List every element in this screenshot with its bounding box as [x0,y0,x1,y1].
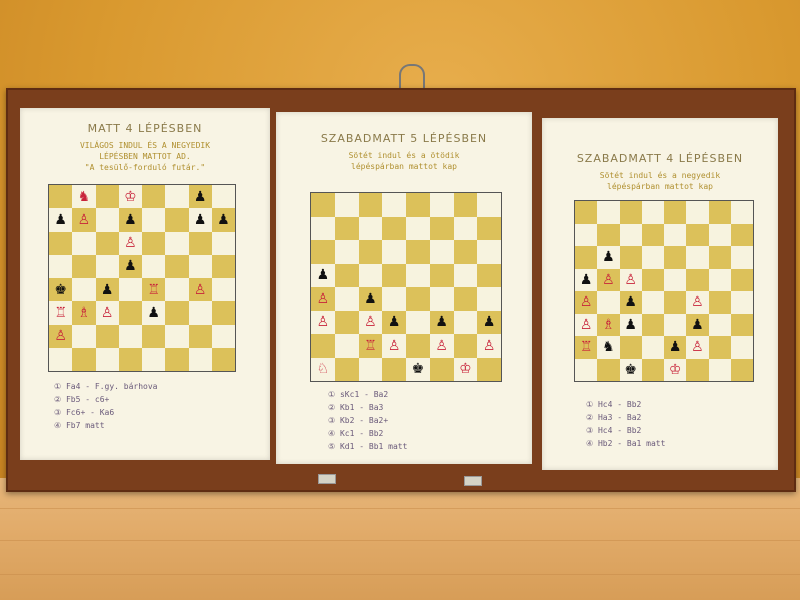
board-square [575,314,597,337]
chess-piece-b8: ♞ [77,188,91,205]
board-square [72,348,95,371]
board-square [359,358,383,382]
board-square [430,311,454,335]
board-square [597,314,619,337]
board-square [620,201,642,224]
chess-piece-a3: ♙ [316,314,330,331]
panel-subtitle-line: VILÁGOS INDUL ÉS A NEGYEDIK [79,141,211,150]
board-square [686,269,708,292]
board-square [430,334,454,358]
board-square [477,311,501,335]
board-square [359,217,383,241]
board-square [709,291,731,314]
chess-piece-g4: ♙ [193,281,207,298]
board-square [311,334,335,358]
board-square [454,358,478,382]
board-square [311,217,335,241]
board-square [454,334,478,358]
board-square [189,325,212,348]
board-square [359,311,383,335]
move-line: ② Kb1 - Ba3 [328,403,384,412]
board-square [119,255,142,278]
chess-piece-d8: ♔ [124,188,137,205]
board-square [96,185,119,208]
chess-piece-b2: ♞ [602,339,615,356]
board-square [119,185,142,208]
chess-board [574,200,754,382]
chess-piece-d3: ♟ [387,314,401,331]
move-line: ③ Fc6+ - Ka6 [54,408,115,417]
board-square [731,201,753,224]
chess-piece-b3: ♗ [602,316,615,333]
chess-piece-c2: ♖ [364,337,377,354]
board-square [212,255,235,278]
board-square [96,301,119,324]
board-square [382,264,406,288]
board-square [709,201,731,224]
chess-piece-e2: ♟ [668,339,682,356]
chess-piece-c4: ♟ [364,290,377,307]
board-square [406,311,430,335]
chess-piece-b7: ♙ [77,211,91,228]
chess-piece-b5: ♙ [602,271,615,288]
frame-clip [318,474,336,484]
board-square [335,311,359,335]
board-square [335,217,359,241]
chess-piece-a5: ♟ [316,267,330,284]
board-square [454,240,478,264]
chess-piece-a4: ♚ [54,281,67,298]
chess-piece-a7: ♟ [54,211,67,228]
board-square [189,301,212,324]
chess-piece-g8: ♟ [193,188,207,205]
chess-piece-b3: ♗ [77,304,91,321]
board-square [72,185,95,208]
board-square [165,278,188,301]
board-square [575,336,597,359]
board-square [49,255,72,278]
board-square [477,287,501,311]
board-square [382,311,406,335]
chess-problem-panel-2 [276,112,532,464]
board-square [620,224,642,247]
board-square [664,314,686,337]
frame-clip [464,476,482,486]
board-square [454,311,478,335]
move-line: ① sKc1 - Ba2 [328,390,389,399]
board-square [189,348,212,371]
board-square [597,291,619,314]
board-square [311,240,335,264]
chess-piece-b6: ♟ [602,249,615,266]
board-square [165,185,188,208]
board-square [212,232,235,255]
board-square [212,185,235,208]
board-square [597,224,619,247]
chess-piece-d5: ♟ [124,258,137,275]
board-square [119,278,142,301]
board-square [335,264,359,288]
board-square [119,208,142,231]
board-square [335,193,359,217]
board-square [430,193,454,217]
chess-problem-panel-3 [542,118,778,470]
chess-piece-a4: ♙ [579,294,593,311]
board-square [686,314,708,337]
move-line: ④ Kc1 - Bb2 [328,429,384,438]
board-square [49,208,72,231]
board-square [335,358,359,382]
board-square [642,359,664,382]
panel-subtitle-line: LÉPÉSBEN MATTOT AD. [99,152,191,161]
board-square [96,208,119,231]
board-square [406,358,430,382]
board-square [597,201,619,224]
board-square [454,217,478,241]
chess-piece-c3: ♙ [100,304,114,321]
board-square [709,269,731,292]
board-square [686,336,708,359]
chess-piece-f3: ♟ [435,314,448,331]
chess-piece-c5: ♙ [624,271,637,288]
panel-subtitle-line: lépéspárban mattot kap [607,182,713,191]
board-square [382,334,406,358]
board-square [664,224,686,247]
board-square [575,201,597,224]
board-square [620,291,642,314]
board-square [212,278,235,301]
board-square [686,291,708,314]
board-square [620,359,642,382]
board-square [165,348,188,371]
board-square [142,301,165,324]
wooden-shelf [0,478,800,600]
board-square [72,278,95,301]
board-square [477,217,501,241]
panel-subtitle-line: "A tesülő-forduló futár." [84,163,206,172]
board-square [731,314,753,337]
chess-piece-a5: ♟ [579,271,593,288]
board-square [189,232,212,255]
chess-problem-panel-1 [20,108,270,460]
board-square [142,348,165,371]
board-square [189,278,212,301]
board-square [212,325,235,348]
board-square [642,336,664,359]
board-square [597,359,619,382]
board-square [597,336,619,359]
board-square [664,269,686,292]
board-square [311,193,335,217]
board-square [189,208,212,231]
board-square [597,246,619,269]
board-square [575,224,597,247]
panel-title: SZABADMATT 5 LÉPÉSBEN [320,132,488,145]
board-square [382,217,406,241]
board-square [620,269,642,292]
board-square [430,217,454,241]
chess-piece-d2: ♙ [387,337,401,354]
board-square [359,287,383,311]
board-square [335,334,359,358]
chess-piece-c4: ♟ [100,281,114,298]
board-square [642,246,664,269]
chess-piece-e1: ♔ [668,361,682,378]
board-square [335,240,359,264]
board-square [49,348,72,371]
board-square [49,232,72,255]
chess-piece-f2: ♙ [435,337,448,354]
chess-piece-d7: ♟ [124,211,137,228]
board-square [575,269,597,292]
panel-title: MATT 4 LÉPÉSBEN [87,122,203,135]
move-line: ③ Kb2 - Ba2+ [328,416,389,425]
board-square [731,336,753,359]
board-square [575,291,597,314]
board-square [709,359,731,382]
board-square [709,246,731,269]
board-square [477,334,501,358]
move-line: ② Ha3 - Ba2 [586,413,642,422]
chess-piece-f4: ♙ [691,294,704,311]
board-square [454,264,478,288]
chess-piece-g7: ♟ [193,211,207,228]
board-square [311,264,335,288]
chess-piece-a2: ♙ [54,328,67,345]
board-square [731,224,753,247]
board-square [119,325,142,348]
chess-piece-c1: ♚ [624,361,637,378]
board-square [49,185,72,208]
board-square [311,311,335,335]
chess-piece-c3: ♟ [624,316,637,333]
board-square [709,314,731,337]
board-square [72,301,95,324]
board-square [142,185,165,208]
board-square [165,208,188,231]
board-square [165,255,188,278]
panel-title: SZABADMATT 4 LÉPÉSBEN [576,152,744,165]
chess-piece-a3: ♙ [579,316,593,333]
board-square [72,325,95,348]
board-square [430,358,454,382]
panel-subtitle-line: lépéspárban mattot kap [351,162,457,171]
board-square [642,269,664,292]
board-square [642,314,664,337]
board-square [664,359,686,382]
board-square [96,255,119,278]
board-square [406,193,430,217]
chess-board [48,184,236,372]
move-line: ③ Hc4 - Bb2 [586,426,642,435]
chess-piece-a4: ♙ [316,290,330,307]
board-square [189,255,212,278]
board-square [430,240,454,264]
chess-piece-c3: ♙ [364,314,377,331]
board-square [430,287,454,311]
board-square [709,224,731,247]
board-square [664,291,686,314]
solution-moves [54,380,158,432]
chess-piece-h7: ♟ [217,211,230,228]
board-square [686,359,708,382]
board-square [72,232,95,255]
board-square [406,334,430,358]
move-line: ① Hc4 - Bb2 [586,400,642,409]
board-square [686,246,708,269]
panel-subtitle-line: Sötét indul és a ötödik [348,151,460,160]
board-square [731,246,753,269]
board-square [165,232,188,255]
board-square [142,208,165,231]
board-square [382,358,406,382]
board-square [359,334,383,358]
board-square [96,348,119,371]
board-square [212,301,235,324]
chess-piece-e3: ♟ [147,304,160,321]
chess-piece-e4: ♖ [147,281,160,298]
solution-moves [328,388,407,453]
board-square [359,240,383,264]
board-square [119,301,142,324]
board-square [359,193,383,217]
chess-piece-a2: ♖ [579,339,593,356]
board-square [49,325,72,348]
board-square [454,287,478,311]
board-square [311,358,335,382]
chess-piece-h2: ♙ [482,337,496,354]
chess-piece-f3: ♟ [691,316,704,333]
chess-piece-f2: ♙ [691,339,704,356]
board-square [49,301,72,324]
board-square [382,193,406,217]
board-square [406,240,430,264]
board-square [597,269,619,292]
board-square [477,240,501,264]
board-square [731,269,753,292]
board-square [212,208,235,231]
board-square [477,193,501,217]
board-square [575,359,597,382]
board-square [359,264,383,288]
board-square [49,278,72,301]
board-square [119,348,142,371]
move-line: ② Fb5 - c6+ [54,395,110,404]
move-line: ④ Fb7 matt [54,421,105,430]
board-square [96,278,119,301]
chess-piece-a3: ♖ [54,304,67,321]
board-square [454,193,478,217]
move-line: ⑤ Kd1 - Bb1 matt [328,442,408,451]
board-square [406,217,430,241]
board-square [575,246,597,269]
chess-piece-g1: ♔ [459,361,472,378]
board-square [142,325,165,348]
board-square [620,314,642,337]
chess-piece-h3: ♟ [482,314,496,331]
board-square [96,232,119,255]
chess-piece-c4: ♟ [624,294,637,311]
board-square [142,255,165,278]
chess-piece-e1: ♚ [411,361,425,378]
solution-moves [586,398,665,450]
board-square [620,336,642,359]
move-line: ① Fa4 - F.gy. bárhova [54,382,158,391]
board-square [477,358,501,382]
panel-subtitle-line: Sötét indul és a negyedik [599,171,721,180]
chess-board [310,192,502,382]
board-square [686,224,708,247]
chess-piece-a1: ♘ [316,361,330,378]
board-square [406,264,430,288]
board-square [477,264,501,288]
board-square [382,240,406,264]
board-square [731,291,753,314]
chess-piece-d6: ♙ [124,235,137,252]
board-square [620,246,642,269]
board-square [119,232,142,255]
board-square [72,208,95,231]
board-square [382,287,406,311]
board-square [72,255,95,278]
move-line: ④ Hb2 - Ba1 matt [586,439,666,448]
board-square [142,278,165,301]
board-square [642,224,664,247]
board-square [96,325,119,348]
board-square [212,348,235,371]
board-square [165,301,188,324]
board-square [664,246,686,269]
board-square [335,287,359,311]
board-square [642,291,664,314]
board-square [664,201,686,224]
board-square [664,336,686,359]
board-square [731,359,753,382]
board-square [686,201,708,224]
board-square [165,325,188,348]
board-square [430,264,454,288]
board-square [406,287,430,311]
board-square [189,185,212,208]
board-square [142,232,165,255]
board-square [642,201,664,224]
board-square [311,287,335,311]
board-square [709,336,731,359]
